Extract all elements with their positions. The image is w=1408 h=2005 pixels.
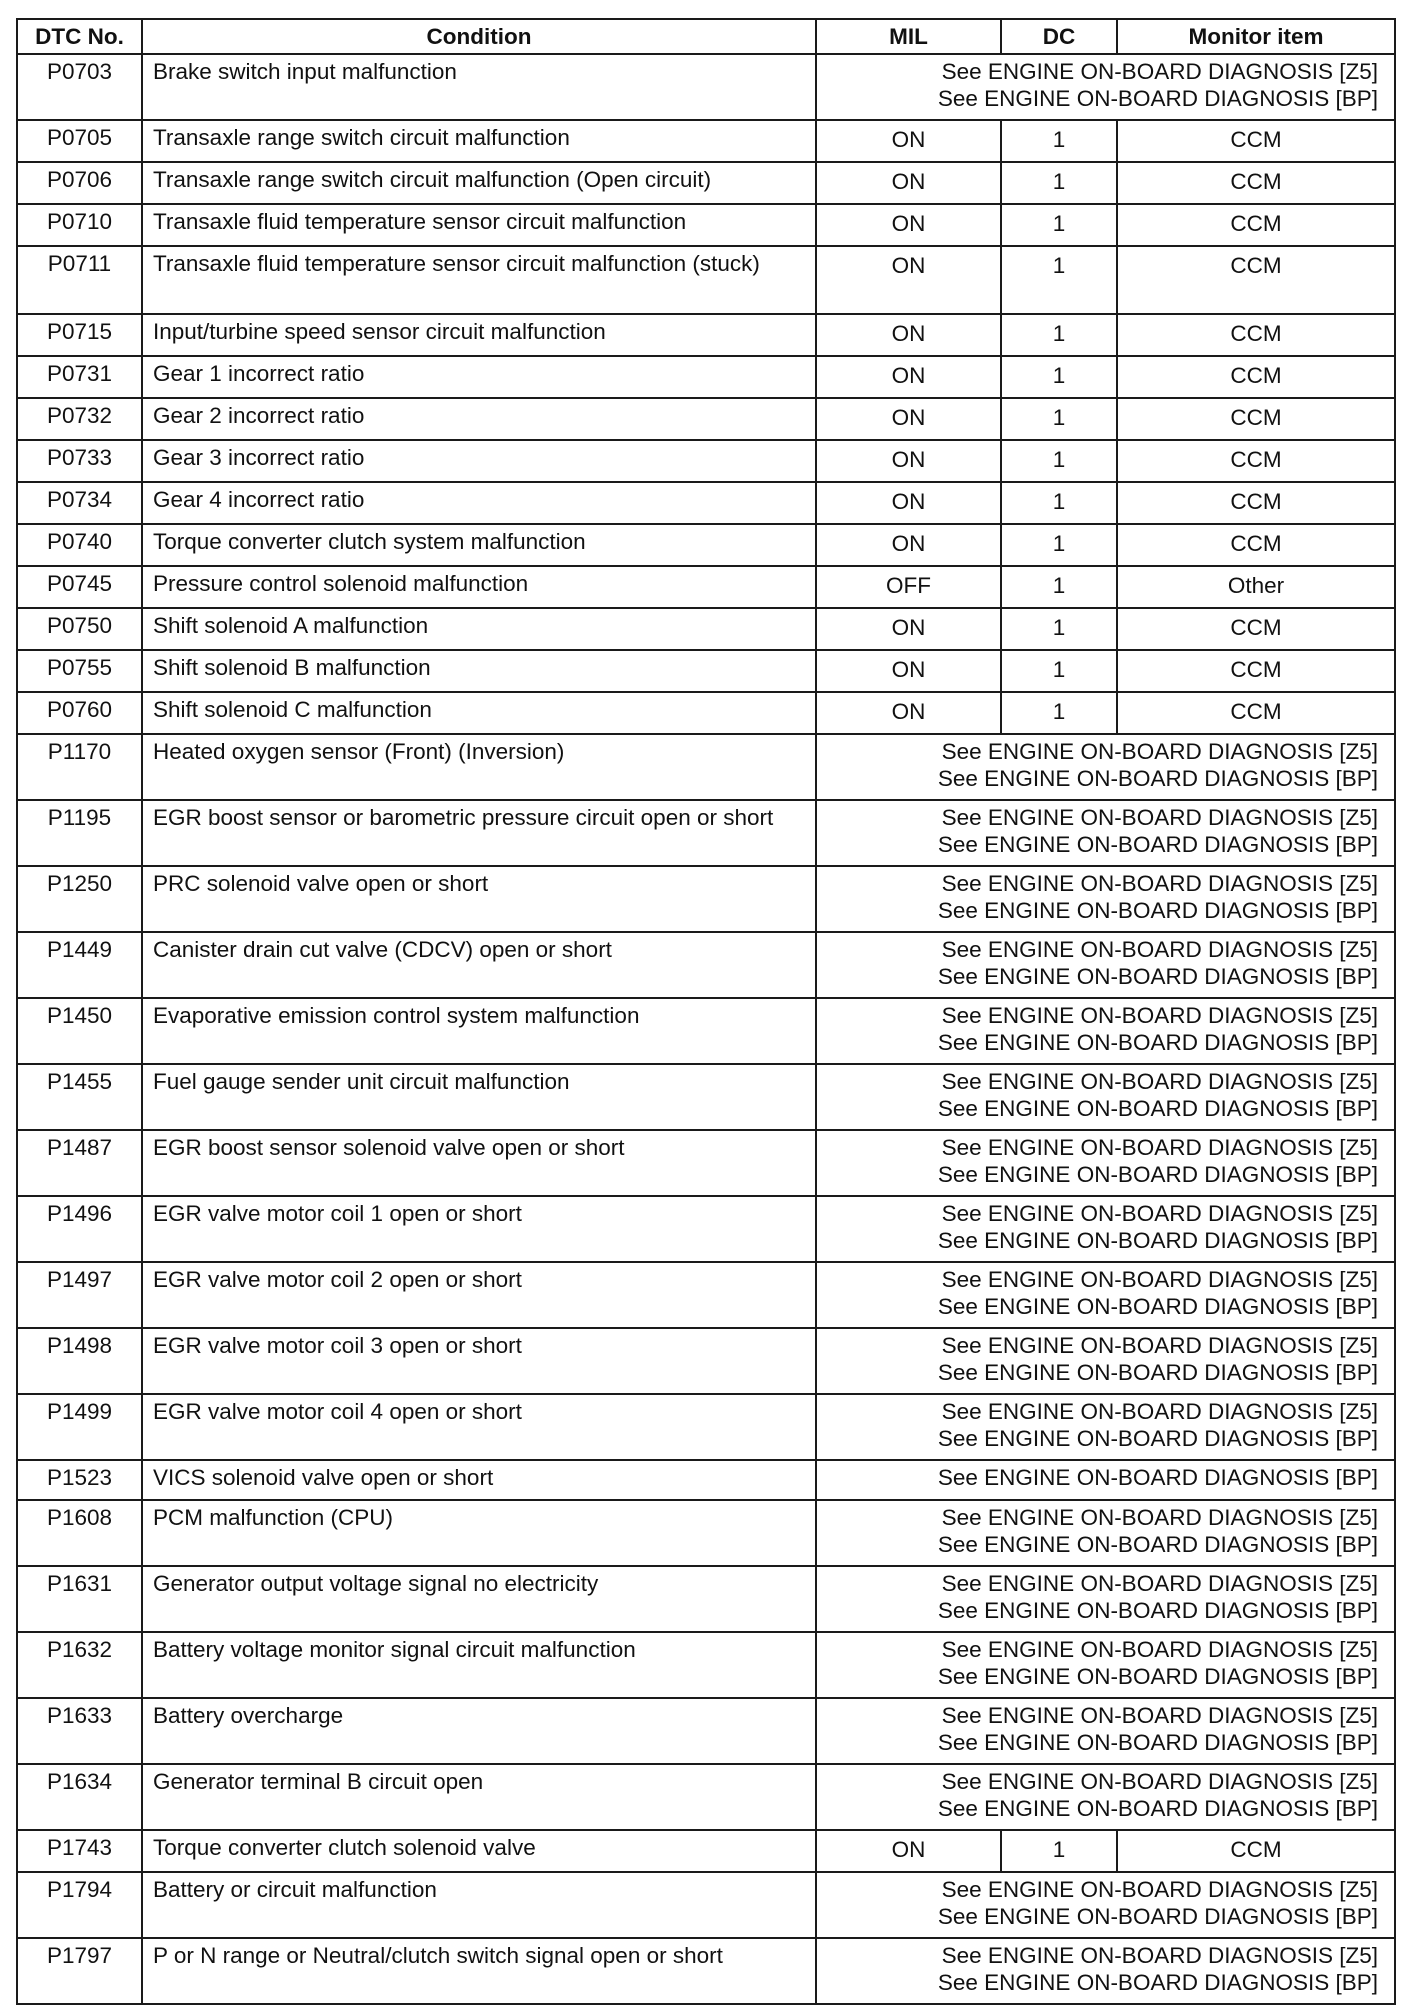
mil-status: ON (816, 608, 1001, 650)
table-row (17, 1938, 1395, 2004)
see-reference-line: See ENGINE ON-BOARD DIAGNOSIS [Z5] (941, 1571, 1378, 1596)
see-reference-line: See ENGINE ON-BOARD DIAGNOSIS [Z5] (941, 1003, 1378, 1028)
monitor-item: CCM (1117, 482, 1395, 524)
monitor-item: CCM (1117, 120, 1395, 162)
dc-value: 1 (1001, 692, 1117, 734)
see-reference (816, 932, 1395, 998)
dc-value: 1 (1001, 440, 1117, 482)
dc-value: 1 (1001, 1830, 1117, 1872)
dtc-code: P1250 (17, 866, 142, 932)
see-reference-line: See ENGINE ON-BOARD DIAGNOSIS [BP] (937, 1030, 1378, 1055)
dtc-condition: Gear 2 incorrect ratio (142, 398, 816, 440)
see-reference-line: See ENGINE ON-BOARD DIAGNOSIS [BP] (937, 1228, 1378, 1253)
see-reference-line: See ENGINE ON-BOARD DIAGNOSIS [BP] (937, 1294, 1378, 1319)
see-reference-line: See ENGINE ON-BOARD DIAGNOSIS [BP] (937, 1426, 1378, 1451)
dtc-condition: Battery voltage monitor signal circuit malfunction (142, 1632, 816, 1698)
see-reference (816, 1064, 1395, 1130)
dtc-code: P0731 (17, 356, 142, 398)
dc-value: 1 (1001, 246, 1117, 314)
see-reference-line: See ENGINE ON-BOARD DIAGNOSIS [Z5] (941, 1637, 1378, 1662)
see-reference-line: See ENGINE ON-BOARD DIAGNOSIS [Z5] (941, 1135, 1378, 1160)
dtc-code: P1794 (17, 1872, 142, 1938)
see-reference (816, 1938, 1395, 2004)
header-monitor-item: Monitor item (1117, 19, 1395, 54)
see-reference-line: See ENGINE ON-BOARD DIAGNOSIS [Z5] (941, 1505, 1378, 1530)
table-row (17, 932, 1395, 998)
dtc-condition: EGR valve motor coil 1 open or short (142, 1196, 816, 1262)
see-reference-line: See ENGINE ON-BOARD DIAGNOSIS [Z5] (941, 1399, 1378, 1424)
table-row (17, 734, 1395, 800)
dc-value: 1 (1001, 398, 1117, 440)
see-reference-line: See ENGINE ON-BOARD DIAGNOSIS [Z5] (941, 1877, 1378, 1902)
dtc-code: P0705 (17, 120, 142, 162)
table-row (17, 800, 1395, 866)
dtc-condition: EGR valve motor coil 2 open or short (142, 1262, 816, 1328)
dtc-condition: EGR boost sensor solenoid valve open or short (142, 1130, 816, 1196)
dtc-condition: Transaxle range switch circuit malfunction (142, 120, 816, 162)
mil-status: ON (816, 120, 1001, 162)
see-reference (816, 800, 1395, 866)
dtc-code: P1608 (17, 1500, 142, 1566)
see-reference-line: See ENGINE ON-BOARD DIAGNOSIS [Z5] (941, 59, 1378, 84)
dtc-code: P1170 (17, 734, 142, 800)
dtc-condition: Shift solenoid B malfunction (142, 650, 816, 692)
monitor-item: CCM (1117, 204, 1395, 246)
dtc-condition: Battery overcharge (142, 1698, 816, 1764)
mil-status: ON (816, 162, 1001, 204)
table-row (17, 866, 1395, 932)
mil-status: OFF (816, 566, 1001, 608)
see-reference-line: See ENGINE ON-BOARD DIAGNOSIS [Z5] (941, 1769, 1378, 1794)
monitor-item: CCM (1117, 246, 1395, 314)
dtc-code: P1633 (17, 1698, 142, 1764)
see-reference-line: See ENGINE ON-BOARD DIAGNOSIS [BP] (937, 1096, 1378, 1121)
mil-status: ON (816, 204, 1001, 246)
table-row (17, 566, 1395, 608)
mil-status: ON (816, 524, 1001, 566)
see-reference (816, 1872, 1395, 1938)
dtc-code: P1455 (17, 1064, 142, 1130)
see-reference (816, 1262, 1395, 1328)
dtc-condition: Evaporative emission control system malfunction (142, 998, 816, 1064)
dtc-condition: PCM malfunction (CPU) (142, 1500, 816, 1566)
mil-status: ON (816, 1830, 1001, 1872)
dtc-condition: Transaxle fluid temperature sensor circuit malfunction (142, 204, 816, 246)
dc-value: 1 (1001, 608, 1117, 650)
see-reference-line: See ENGINE ON-BOARD DIAGNOSIS [Z5] (941, 937, 1378, 962)
see-reference (816, 1394, 1395, 1460)
monitor-item: CCM (1117, 356, 1395, 398)
dtc-condition: Transaxle range switch circuit malfunction (Open circuit) (142, 162, 816, 204)
dtc-condition: Battery or circuit malfunction (142, 1872, 816, 1938)
dc-value: 1 (1001, 314, 1117, 356)
dtc-code: P0734 (17, 482, 142, 524)
mil-status: ON (816, 482, 1001, 524)
table-header-row (17, 19, 1395, 54)
see-reference-line: See ENGINE ON-BOARD DIAGNOSIS [BP] (937, 1730, 1378, 1755)
monitor-item: CCM (1117, 162, 1395, 204)
dtc-condition: VICS solenoid valve open or short (142, 1460, 816, 1500)
see-reference-line: See ENGINE ON-BOARD DIAGNOSIS [Z5] (941, 1201, 1378, 1226)
table-row (17, 524, 1395, 566)
see-reference (816, 54, 1395, 120)
header-dtc-no: DTC No. (17, 19, 142, 54)
dtc-condition: Shift solenoid C malfunction (142, 692, 816, 734)
see-reference-line: See ENGINE ON-BOARD DIAGNOSIS [BP] (937, 1162, 1378, 1187)
dtc-code: P0760 (17, 692, 142, 734)
dtc-condition: PRC solenoid valve open or short (142, 866, 816, 932)
monitor-item: CCM (1117, 692, 1395, 734)
dtc-condition: Gear 4 incorrect ratio (142, 482, 816, 524)
table-row (17, 120, 1395, 162)
table-row (17, 1196, 1395, 1262)
see-reference (816, 1130, 1395, 1196)
mil-status: ON (816, 356, 1001, 398)
dtc-condition: Transaxle fluid temperature sensor circuit malfunction (stuck) (142, 246, 816, 314)
see-reference-line: See ENGINE ON-BOARD DIAGNOSIS [BP] (937, 1532, 1378, 1557)
see-reference (816, 1566, 1395, 1632)
dtc-code: P1496 (17, 1196, 142, 1262)
dtc-condition: Canister drain cut valve (CDCV) open or short (142, 932, 816, 998)
mil-status: ON (816, 692, 1001, 734)
dtc-condition: Generator output voltage signal no electricity (142, 1566, 816, 1632)
see-reference (816, 1196, 1395, 1262)
see-reference-line: See ENGINE ON-BOARD DIAGNOSIS [Z5] (941, 1267, 1378, 1292)
dc-value: 1 (1001, 204, 1117, 246)
mil-status: ON (816, 398, 1001, 440)
table-row (17, 1632, 1395, 1698)
monitor-item: CCM (1117, 314, 1395, 356)
table-row (17, 246, 1395, 314)
dtc-code: P1634 (17, 1764, 142, 1830)
dtc-condition: EGR boost sensor or barometric pressure circuit open or short (142, 800, 816, 866)
dtc-code: P1523 (17, 1460, 142, 1500)
see-reference-line: See ENGINE ON-BOARD DIAGNOSIS [BP] (937, 1664, 1378, 1689)
dc-value: 1 (1001, 482, 1117, 524)
table-body (17, 54, 1395, 2004)
mil-status: ON (816, 314, 1001, 356)
dtc-code: P0732 (17, 398, 142, 440)
header-mil: MIL (816, 19, 1001, 54)
see-reference-line: See ENGINE ON-BOARD DIAGNOSIS [BP] (937, 1904, 1378, 1929)
mil-status: ON (816, 440, 1001, 482)
header-condition: Condition (142, 19, 816, 54)
dtc-code: P1797 (17, 1938, 142, 2004)
see-reference (816, 1328, 1395, 1394)
table-row (17, 1262, 1395, 1328)
dtc-code: P0740 (17, 524, 142, 566)
see-reference-line: See ENGINE ON-BOARD DIAGNOSIS [Z5] (941, 1069, 1378, 1094)
dtc-code: P0755 (17, 650, 142, 692)
dc-value: 1 (1001, 162, 1117, 204)
dtc-code: P0715 (17, 314, 142, 356)
mil-status: ON (816, 650, 1001, 692)
table-row (17, 204, 1395, 246)
monitor-item: CCM (1117, 524, 1395, 566)
dtc-condition: Generator terminal B circuit open (142, 1764, 816, 1830)
table-row (17, 1064, 1395, 1130)
table-row (17, 1764, 1395, 1830)
dtc-condition: Torque converter clutch system malfunction (142, 524, 816, 566)
dtc-code: P0745 (17, 566, 142, 608)
dtc-code: P1499 (17, 1394, 142, 1460)
dc-value: 1 (1001, 650, 1117, 692)
see-reference-line: See ENGINE ON-BOARD DIAGNOSIS [Z5] (941, 739, 1378, 764)
table-row (17, 1328, 1395, 1394)
dtc-condition: P or N range or Neutral/clutch switch signal open or short (142, 1938, 816, 2004)
dtc-code: P0703 (17, 54, 142, 120)
table-row (17, 54, 1395, 120)
table-row (17, 1566, 1395, 1632)
table-row (17, 1500, 1395, 1566)
dtc-condition: Input/turbine speed sensor circuit malfunction (142, 314, 816, 356)
see-reference (816, 1500, 1395, 1566)
see-reference-line: See ENGINE ON-BOARD DIAGNOSIS [Z5] (941, 1333, 1378, 1358)
mil-status: ON (816, 246, 1001, 314)
see-reference (816, 866, 1395, 932)
dtc-condition: Heated oxygen sensor (Front) (Inversion) (142, 734, 816, 800)
dtc-code: P1449 (17, 932, 142, 998)
see-reference-line: See ENGINE ON-BOARD DIAGNOSIS [BP] (937, 898, 1378, 923)
table-row (17, 998, 1395, 1064)
dtc-code: P1195 (17, 800, 142, 866)
see-reference-line: See ENGINE ON-BOARD DIAGNOSIS [BP] (937, 964, 1378, 989)
dc-value: 1 (1001, 524, 1117, 566)
dtc-condition: Fuel gauge sender unit circuit malfunction (142, 1064, 816, 1130)
table-row (17, 1830, 1395, 1872)
dc-value: 1 (1001, 566, 1117, 608)
table-row (17, 356, 1395, 398)
table-row (17, 482, 1395, 524)
see-reference (816, 998, 1395, 1064)
table-row (17, 398, 1395, 440)
dtc-condition: Shift solenoid A malfunction (142, 608, 816, 650)
table-row (17, 1460, 1395, 1500)
see-reference (816, 734, 1395, 800)
see-reference-line: See ENGINE ON-BOARD DIAGNOSIS [BP] (937, 766, 1378, 791)
dtc-condition: Pressure control solenoid malfunction (142, 566, 816, 608)
table-row (17, 1130, 1395, 1196)
table-row (17, 1872, 1395, 1938)
see-reference-line: See ENGINE ON-BOARD DIAGNOSIS [BP] (937, 832, 1378, 857)
table-row (17, 314, 1395, 356)
dtc-code: P0750 (17, 608, 142, 650)
table-row (17, 1698, 1395, 1764)
table-row (17, 608, 1395, 650)
dtc-code: P1632 (17, 1632, 142, 1698)
header-dc: DC (1001, 19, 1117, 54)
monitor-item: CCM (1117, 440, 1395, 482)
see-reference (816, 1764, 1395, 1830)
dtc-condition: Gear 3 incorrect ratio (142, 440, 816, 482)
dc-value: 1 (1001, 356, 1117, 398)
see-reference-line: See ENGINE ON-BOARD DIAGNOSIS [Z5] (941, 871, 1378, 896)
monitor-item: CCM (1117, 398, 1395, 440)
see-reference (816, 1460, 1395, 1500)
dtc-code: P1497 (17, 1262, 142, 1328)
see-reference-line: See ENGINE ON-BOARD DIAGNOSIS [BP] (937, 1796, 1378, 1821)
see-reference-line: See ENGINE ON-BOARD DIAGNOSIS [BP] (937, 1598, 1378, 1623)
see-reference-line: See ENGINE ON-BOARD DIAGNOSIS [Z5] (941, 1703, 1378, 1728)
dtc-code: P0733 (17, 440, 142, 482)
dtc-code: P1631 (17, 1566, 142, 1632)
table-row (17, 650, 1395, 692)
dtc-condition: Torque converter clutch solenoid valve (142, 1830, 816, 1872)
see-reference-line: See ENGINE ON-BOARD DIAGNOSIS [BP] (937, 1360, 1378, 1385)
dtc-code: P0706 (17, 162, 142, 204)
dtc-condition: EGR valve motor coil 4 open or short (142, 1394, 816, 1460)
see-reference-line: See ENGINE ON-BOARD DIAGNOSIS [BP] (937, 1970, 1378, 1995)
see-reference-line: See ENGINE ON-BOARD DIAGNOSIS [Z5] (941, 1943, 1378, 1968)
see-reference-line: See ENGINE ON-BOARD DIAGNOSIS [Z5] (941, 805, 1378, 830)
dtc-code: P1487 (17, 1130, 142, 1196)
see-reference (816, 1632, 1395, 1698)
dtc-code: P0711 (17, 246, 142, 314)
table-row (17, 1394, 1395, 1460)
monitor-item: CCM (1117, 608, 1395, 650)
table-row (17, 440, 1395, 482)
see-reference-line: See ENGINE ON-BOARD DIAGNOSIS [BP] (937, 1465, 1378, 1490)
table-row (17, 162, 1395, 204)
dtc-code: P1450 (17, 998, 142, 1064)
dtc-code: P1743 (17, 1830, 142, 1872)
table-row (17, 692, 1395, 734)
dc-value: 1 (1001, 120, 1117, 162)
dtc-table (16, 18, 1396, 2005)
dtc-code: P0710 (17, 204, 142, 246)
monitor-item: CCM (1117, 1830, 1395, 1872)
dtc-condition: EGR valve motor coil 3 open or short (142, 1328, 816, 1394)
dtc-condition: Brake switch input malfunction (142, 54, 816, 120)
dtc-condition: Gear 1 incorrect ratio (142, 356, 816, 398)
see-reference (816, 1698, 1395, 1764)
monitor-item: Other (1117, 566, 1395, 608)
dtc-code: P1498 (17, 1328, 142, 1394)
monitor-item: CCM (1117, 650, 1395, 692)
see-reference-line: See ENGINE ON-BOARD DIAGNOSIS [BP] (937, 86, 1378, 111)
